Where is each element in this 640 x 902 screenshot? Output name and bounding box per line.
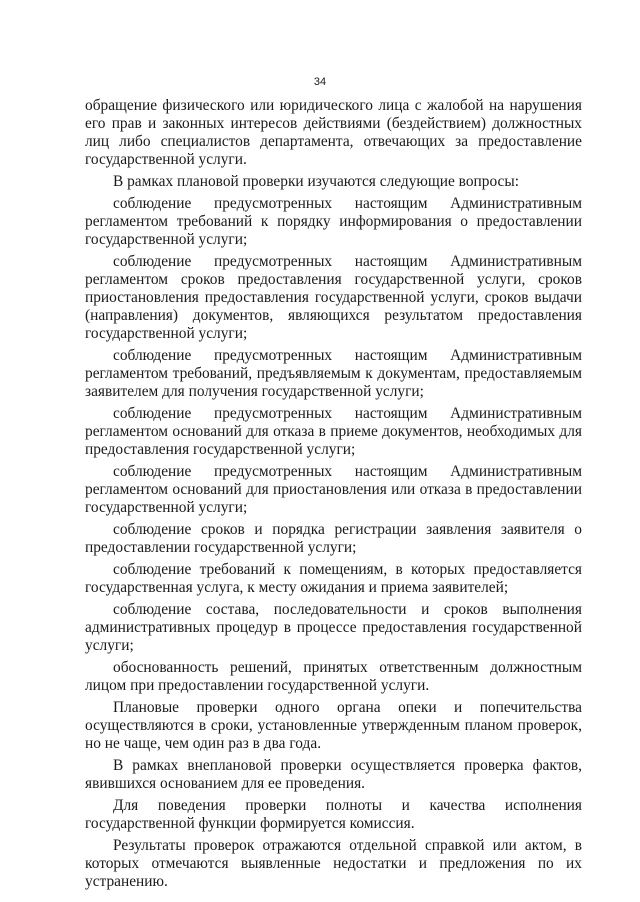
paragraph: соблюдение сроков и порядка регистрации заявления заявителя о предоставлении государственной услуги; (85, 521, 582, 556)
paragraph: В рамках плановой проверки изучаются следующие вопросы: (113, 173, 519, 190)
paragraph: соблюдение предусмотренных настоящим Административным регламентом требований к порядку информирования о предоставлении государственной услуги; (85, 195, 582, 248)
paragraph: соблюдение предусмотренных настоящим Административным регламентом сроков предоставления государственной услуги, сроков приостановления предоставления государственной услуги, сроков выдачи (направления) документов, являющихся результатом предоставления государственной услуги; (85, 253, 582, 342)
paragraph: соблюдение предусмотренных настоящим Административным регламентом требований, предъявляемым к документам, предоставляемым заявителем для получения государственной услуги; (85, 347, 582, 400)
page-number: 34 (313, 76, 327, 88)
paragraph: Для поведения проверки полноты и качества исполнения государственной функции формируется комиссия. (85, 797, 582, 832)
body-text (85, 97, 582, 895)
paragraph: соблюдение предусмотренных настоящим Административным регламентом оснований для отказа в приеме документов, необходимых для предоставления государственной услуги; (85, 405, 582, 458)
paragraph: соблюдение требований к помещениям, в которых предоставляется государственная услуга, к месту ожидания и приема заявителей; (85, 561, 582, 596)
paragraph: обращение физического или юридического лица с жалобой на нарушения его прав и законных интересов действиями (бездействием) должностных лиц либо специалистов департамента, отвечающих за предоставление государственной услуги. (85, 97, 582, 168)
paragraph: Плановые проверки одного органа опеки и попечительства осуществляются в сроки, установленные утвержденным планом проверок, но не чаще, чем один раз в два года. (85, 699, 582, 752)
paragraph: соблюдение предусмотренных настоящим Административным регламентом оснований для приостановления или отказа в предоставлении государственной услуги; (85, 463, 582, 516)
paragraph: В рамках внеплановой проверки осуществляется проверка фактов, явившихся основанием для ее проведения. (85, 757, 582, 792)
paragraph: Результаты проверок отражаются отдельной справкой или актом, в которых отмечаются выявленные недостатки и предложения по их устранению. (85, 837, 582, 890)
paragraph: соблюдение состава, последовательности и сроков выполнения административных процедур в процессе предоставления государственной услуги; (85, 601, 582, 654)
paragraph: обоснованность решений, принятых ответственным должностным лицом при предоставлении государственной услуги. (85, 659, 582, 694)
